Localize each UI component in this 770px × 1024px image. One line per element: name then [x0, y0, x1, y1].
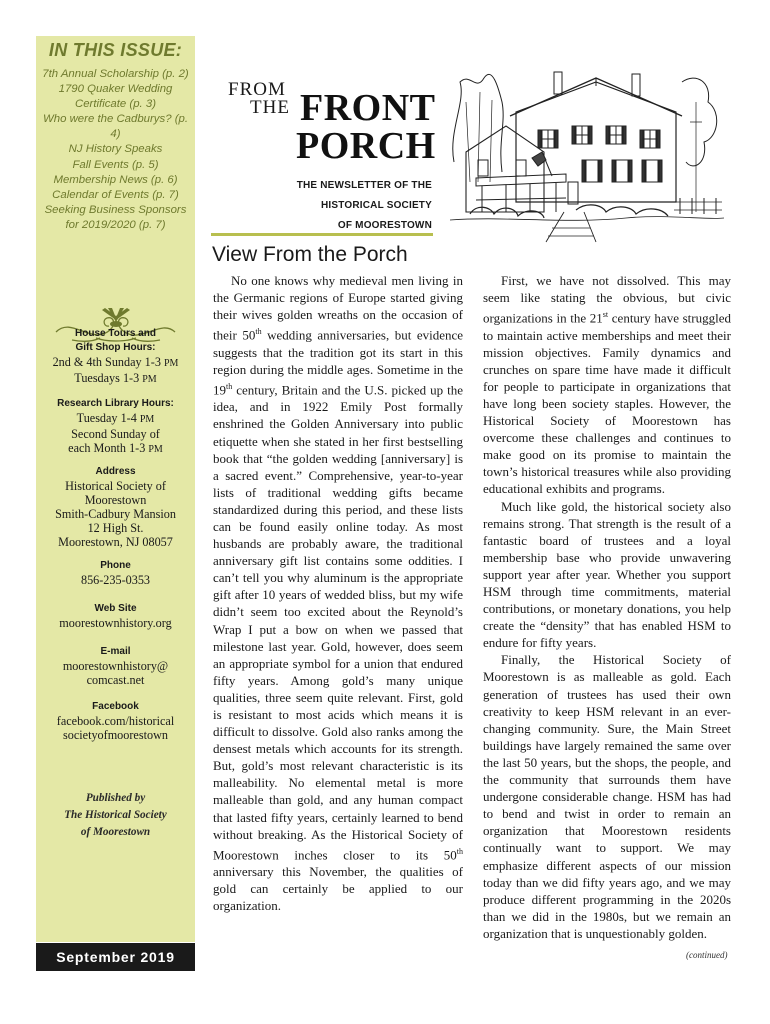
address-line: Smith-Cadbury Mansion — [55, 507, 176, 521]
subtitle-line: HISTORICAL SOCIETY — [320, 200, 432, 211]
address-label: Address — [95, 466, 136, 477]
masthead-porch: PORCH — [296, 125, 436, 167]
published-line: of Moorestown — [80, 826, 151, 838]
toc-item: NJ History Speaks — [68, 143, 163, 156]
email-block — [36, 645, 195, 687]
issue-date: September 2019 — [36, 943, 195, 971]
masthead-from: FROM — [228, 79, 286, 100]
toc-item: for 2019/2020 (p. 7) — [65, 218, 166, 231]
toc-item: 1790 Quaker Wedding — [58, 83, 173, 96]
house-tours-sunday: 2nd & 4th Sunday 1-3 PM — [52, 355, 179, 369]
website-label: Web Site — [94, 603, 137, 614]
published-line: Published by — [85, 792, 146, 804]
sidebar — [36, 36, 195, 942]
facebook-link[interactable]: facebook.com/historical — [56, 714, 175, 728]
article-column-1 — [213, 272, 463, 914]
website-block — [36, 602, 195, 630]
house-illustration-icon — [446, 42, 728, 252]
subtitle-line: THE NEWSLETTER OF THE — [296, 180, 432, 191]
library-sunday: Second Sunday of — [71, 427, 160, 441]
email-label: E-mail — [100, 646, 131, 657]
library-tuesday: Tuesday 1-4 PM — [76, 411, 155, 425]
address-line: Historical Society of — [65, 479, 166, 493]
library-hours-label: Research Library Hours: — [57, 398, 174, 409]
house-tours-tuesday: Tuesdays 1-3 PM — [74, 371, 157, 385]
toc-item: 7th Annual Scholarship (p. 2) — [42, 68, 189, 80]
address-line: Moorestown, NJ 08057 — [58, 535, 173, 549]
facebook-label: Facebook — [92, 701, 139, 712]
library-hours-block — [36, 397, 195, 457]
toc-item: Who were the Cadburys? (p. 4) — [43, 113, 188, 141]
address-block — [36, 465, 195, 549]
address-line: 12 High St. — [87, 521, 144, 535]
article-paragraph: Finally, the Historical Society of Moorestown is as malleable as gold. Each generation of trustees has used their own creativity to keep HSM relevant in an ever-changing community. Sure, the Main Street buildings have largely remained the same over the last 50 years, but the shops, the people, and the community that surrounds them have undergone considerable change. HSM has had to bend and twist in order to remain an organization that Moorestown residents continually want to support. We may emphasize different aspects of our mission today than we did fifty years ago, and we may produce different programming in the 2020s than we did in the 1980s, but we remain an organization that is unquestionably golden. — [483, 652, 731, 941]
masthead-subtitle — [280, 176, 432, 236]
email-link[interactable]: moorestownhistory@ — [62, 659, 169, 673]
published-line: The Historical Society — [64, 809, 167, 821]
toc-item: Certificate (p. 3) — [74, 98, 157, 111]
house-tours-block — [36, 327, 195, 387]
toc-item: Membership News (p. 6) — [53, 173, 178, 186]
facebook-block — [36, 700, 195, 742]
gift-shop-label: Gift Shop Hours: — [75, 342, 156, 353]
phone-block — [36, 559, 195, 587]
library-month: each Month 1-3 PM — [68, 441, 163, 455]
house-tours-label: House Tours and — [75, 328, 156, 339]
toc-item: Fall Events (p. 5) — [72, 158, 159, 171]
article-headline: View From the Porch — [212, 243, 408, 266]
phone-label: Phone — [100, 560, 131, 571]
subtitle-line: OF MOORESTOWN — [337, 220, 432, 231]
facebook-link-path[interactable]: societyofmoorestown — [63, 728, 168, 742]
masthead-divider — [211, 233, 433, 236]
masthead-front: FRONT — [300, 87, 436, 129]
article-paragraph: First, we have not dissolved. This may seem like stating the obvious, but civic organizations in the 21st century have struggled to maintain active memberships and meet their mission objectives. Family dynamics and crunches on spare time have made it difficult for people to participate in organizations that have long been society staples. However, the Historical Society of Moorestown has overcome these challenges and continues to make good on its promise to maintain the town’s historical treasures while also providing educational exhibits and programs. — [483, 273, 732, 497]
in-this-issue-heading: IN THIS ISSUE: — [48, 40, 183, 60]
article-paragraph: No one knows why medieval men living in the Germanic regions of Europe started giving their wives golden wreaths on the occasion of their 50th wedding anniversaries, but evidence suggests that the tradition got its start in this region during the middle ages. Sometime in the 19th century, Britain and the U.S. picked up the idea, and in 1922 Emily Post formally enshrined the Golden Anniversary into public etiquette when she stated in her first bestselling book that “the golden wedding [anniversary] is a sacred event.” Comprehensive, year-to-year lists of traditional wedding gifts became standardized during this period, and these lists can be found easily online today. As most husbands are probably aware, the traditional anniversary gift list contains some oddities. I can’t tell you why aluminum is the appropriate gift after 10 years of wedded bliss, but my wife didn’t seem too excited about the Reynold’s Wrap I put a bow on when we passed that milestone last year. Gold, however, does seem an appropriate symbol for a union that endured fifty years. Among gold’s many unique qualities, three seem quite relevant. First, gold is resistant to most acids which means it is difficult to dissolve. Gold also ranks among the densest metals which accounts for its strength. But, gold’s most relevant characteristic is its malleability. No elemental metal is more malleable than gold, and any human compact that lasted fifty years, certainly learned to bend without breaking. As the Historical Society of Moorestown inches closer to its 50th anniversary this November, the qualities of gold can certainly be applied to our organization. — [213, 273, 464, 914]
masthead-the: THE — [250, 97, 290, 118]
address-line: Moorestown — [84, 493, 147, 507]
table-of-contents — [40, 67, 191, 233]
article-paragraph: Much like gold, the historical society also remains strong. That strength is the result of a fantastic board of trustees and a loyal membership base who provide unwavering support year after year. Whether you support HSM through time commitments, material contributions, or monetary donations, you help create the “density” that has enabled HSM to endure for fifty years. — [483, 498, 731, 651]
toc-item: Seeking Business Sponsors — [44, 203, 187, 216]
published-by — [36, 790, 195, 841]
article-column-2 — [483, 272, 731, 942]
toc-item: Calendar of Events (p. 7) — [52, 188, 179, 201]
continued-note: (continued) — [686, 950, 728, 960]
website-link[interactable]: moorestownhistory.org — [59, 616, 172, 630]
phone-number: 856-235-0353 — [80, 573, 151, 587]
email-link-domain[interactable]: comcast.net — [86, 673, 145, 687]
